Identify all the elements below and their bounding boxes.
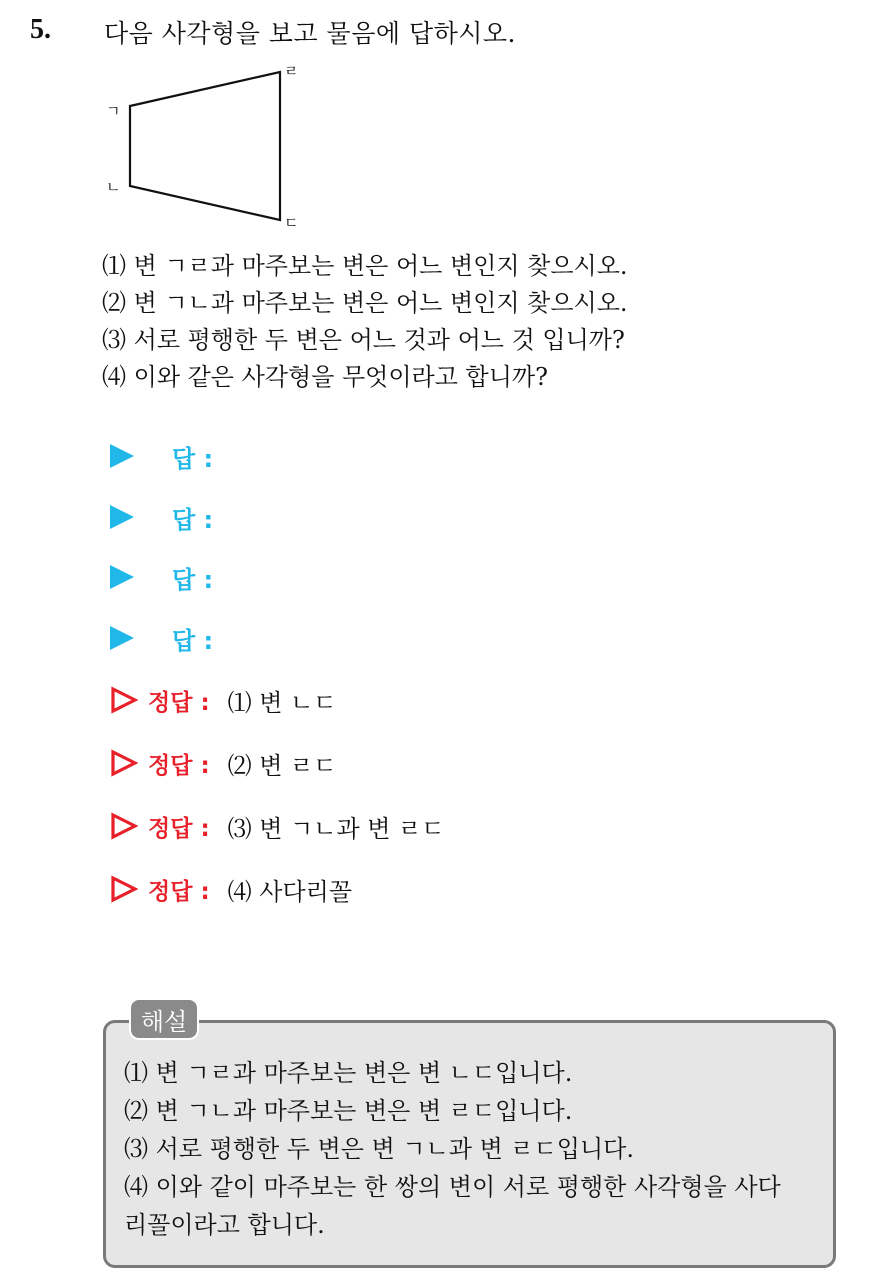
question-text: 다음 사각형을 보고 물음에 답하시오.	[104, 19, 516, 48]
answer-blank-1[interactable]	[110, 436, 213, 476]
answer-key-text: ⑴ 변 ㄴㄷ	[227, 688, 337, 717]
answer-key-text: ⑵ 변 ㄹㄷ	[227, 751, 337, 780]
explanation-text	[124, 1054, 836, 1244]
answer-label: 답 :	[172, 505, 214, 534]
vertex-label-bottom-left: ㄴ	[106, 178, 121, 196]
outline-triangle-icon	[110, 749, 138, 777]
answer-key-label: 정답 :	[148, 815, 210, 842]
explanation-title: 해설	[129, 998, 199, 1040]
answer-label: 답 :	[172, 565, 214, 594]
play-triangle-icon	[110, 565, 134, 589]
sub-question-list	[102, 248, 628, 396]
sub-question-3: ⑶ 서로 평행한 두 변은 어느 것과 어느 것 입니까?	[102, 326, 625, 354]
answer-key-text: ⑶ 변 ㄱㄴ과 변 ㄹㄷ	[227, 814, 445, 843]
play-triangle-icon	[110, 505, 134, 529]
answer-key-text: ⑷ 사다리꼴	[227, 877, 353, 906]
explanation-line-3: ⑶ 서로 평행한 두 변은 변 ㄱㄴ과 변 ㄹㄷ입니다.	[124, 1135, 634, 1163]
vertex-label-top-left: ㄱ	[106, 102, 121, 120]
outline-triangle-icon	[110, 875, 138, 903]
answer-blank-3[interactable]	[110, 557, 213, 597]
explanation-line-2: ⑵ 변 ㄱㄴ과 마주보는 변은 변 ㄹㄷ입니다.	[124, 1097, 573, 1125]
answer-key-label: 정답 :	[148, 878, 210, 905]
explanation-line-1: ⑴ 변 ㄱㄹ과 마주보는 변은 변 ㄴㄷ입니다.	[124, 1059, 573, 1087]
answer-key-label: 정답 :	[148, 752, 210, 779]
trapezoid-figure	[100, 58, 320, 238]
sub-question-1: ⑴ 변 ㄱㄹ과 마주보는 변은 어느 변인지 찾으시오.	[102, 252, 628, 280]
explanation-line-5: 리꼴이라고 합니다.	[124, 1211, 325, 1239]
trapezoid-shape	[130, 72, 280, 220]
answer-label: 답 :	[172, 626, 214, 655]
answer-key-4	[110, 869, 352, 909]
outline-triangle-icon	[110, 686, 138, 714]
sub-question-4: ⑷ 이와 같은 사각형을 무엇이라고 합니까?	[102, 363, 548, 391]
answer-key-1	[110, 680, 336, 720]
sub-question-2: ⑵ 변 ㄱㄴ과 마주보는 변은 어느 변인지 찾으시오.	[102, 289, 628, 317]
vertex-label-top-right: ㄹ	[284, 62, 299, 80]
answer-key-label: 정답 :	[148, 689, 210, 716]
play-triangle-icon	[110, 444, 134, 468]
answer-key-2	[110, 743, 336, 783]
explanation-line-4: ⑷ 이와 같이 마주보는 한 쌍의 변이 서로 평행한 사각형을 사다	[124, 1173, 781, 1201]
answer-blank-2[interactable]	[110, 497, 213, 537]
outline-triangle-icon	[110, 812, 138, 840]
vertex-label-bottom-right: ㄷ	[284, 214, 299, 232]
answer-label: 답 :	[172, 444, 214, 473]
play-triangle-icon	[110, 626, 134, 650]
answer-blank-4[interactable]	[110, 618, 213, 658]
answer-key-3	[110, 806, 444, 846]
question-number: 5.	[30, 14, 51, 45]
